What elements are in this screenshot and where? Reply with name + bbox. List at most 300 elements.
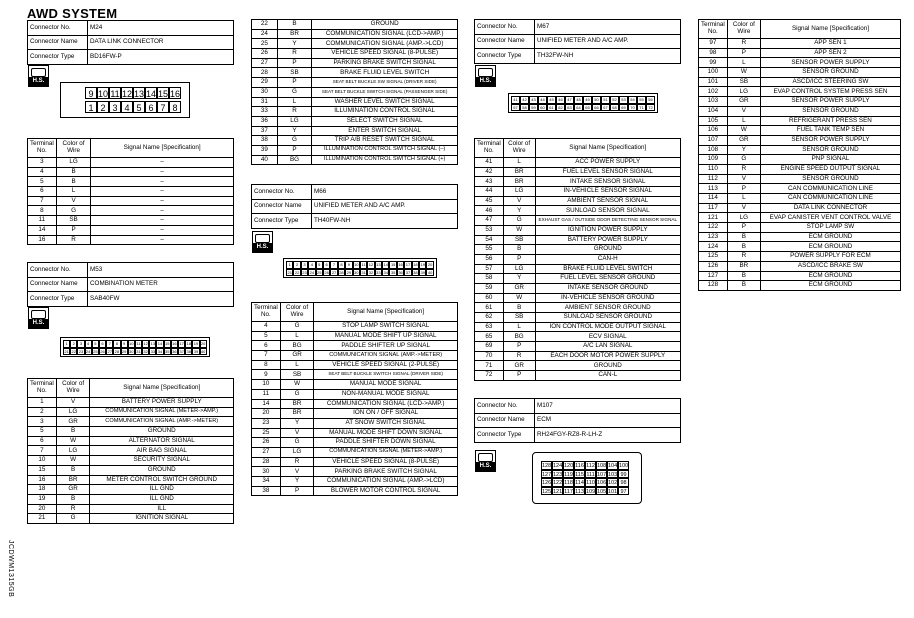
signal-name: AMBIENT SENSOR GROUND	[535, 303, 680, 313]
label: Connector Name	[28, 35, 88, 50]
signal-name: APP SEN 1	[760, 39, 900, 49]
terminal-no: 7	[28, 446, 57, 456]
table-row	[28, 158, 234, 168]
table-row	[252, 58, 458, 68]
pin-cell: 69	[619, 104, 628, 112]
pin-cell: 36	[172, 348, 177, 354]
table-row	[475, 322, 681, 332]
pin-cell: 7	[157, 101, 169, 113]
wire-color: BR	[280, 409, 314, 419]
pin-cell: 41	[511, 96, 520, 104]
pin-cell: 2	[97, 101, 109, 113]
table-row	[699, 223, 901, 233]
m66-connector-face	[283, 258, 437, 278]
pin-cell: 98	[618, 478, 629, 487]
pin-cell: 39	[420, 269, 425, 275]
signal-name: COMMUNICATION SIGNAL (METER->AMP.)	[314, 447, 458, 457]
table-row	[475, 206, 681, 216]
signal-name: BATTERY POWER SUPPLY	[535, 235, 680, 245]
terminal-no: 53	[475, 225, 504, 235]
wire-color: P	[277, 78, 312, 88]
signal-name: FUEL LEVEL SENSOR GROUND	[535, 274, 680, 284]
terminal-no: 37	[252, 126, 278, 136]
signal-name: CAN-L	[535, 371, 680, 381]
pin-cell: 5	[133, 101, 145, 113]
signal-name: ACC POWER SUPPLY	[535, 158, 680, 168]
column-header: Color of Wire	[280, 303, 314, 322]
signal-name: –	[91, 167, 234, 177]
signal-name: GROUND	[535, 361, 680, 371]
signal-name: BATTERY POWER SUPPLY	[90, 398, 234, 408]
terminal-no: 41	[475, 158, 504, 168]
table-row	[699, 106, 901, 116]
pin-cell: 1	[85, 101, 97, 113]
table-row	[475, 225, 681, 235]
pin-cell: 39	[193, 348, 199, 354]
pin-cell: 100	[619, 463, 629, 469]
label: Connector Name	[28, 277, 88, 292]
wire-color: Y	[727, 145, 760, 155]
connector-name: UNIFIED METER AND A/C AMP.	[535, 34, 681, 49]
terminal-no: 57	[475, 264, 504, 274]
table-row	[28, 235, 234, 245]
wire-color: SB	[727, 77, 760, 87]
pin-cell: 64	[574, 104, 583, 112]
terminal-no: 25	[252, 428, 281, 438]
m24-terminal-table	[27, 138, 234, 245]
terminal-no: 106	[699, 126, 728, 136]
signal-name: EVAP CANISTER VENT CONTROL VALVE	[760, 213, 900, 223]
pin-cell: 57	[511, 104, 520, 112]
pin-cell: 20	[427, 262, 433, 267]
table-row	[252, 20, 458, 30]
signal-name: AIR BAG SIGNAL	[90, 446, 234, 456]
wire-color: B	[56, 465, 90, 475]
pin-cell: 33	[376, 269, 381, 275]
terminal-no: 15	[28, 465, 57, 475]
table-row	[28, 216, 234, 226]
table-row	[252, 97, 458, 107]
wire-color: G	[727, 155, 760, 165]
terminal-no: 69	[475, 342, 504, 352]
pin-cell: 62	[556, 104, 565, 112]
terminal-no: 25	[252, 39, 278, 49]
terminal-no: 54	[475, 235, 504, 245]
wire-color: V	[280, 467, 314, 477]
wire-color: B	[56, 177, 91, 187]
table-row	[252, 447, 458, 457]
pin-cell: 38	[413, 269, 418, 275]
table-row	[28, 475, 234, 485]
pin-cell: 7	[106, 340, 113, 348]
connector-name: UNIFIED METER AND A/C AMP.	[312, 199, 458, 214]
signal-name: COMMUNICATION SIGNAL (LCD->AMP.)	[314, 399, 458, 409]
table-row	[28, 225, 234, 235]
terminal-no: 40	[252, 155, 278, 165]
wire-color: V	[56, 398, 90, 408]
wire-color: G	[277, 136, 312, 146]
pin-cell: 40	[427, 269, 433, 275]
pin-cell: 42	[520, 96, 529, 104]
pin-cell: 21	[287, 269, 292, 275]
label: Connector Name	[252, 199, 312, 214]
table-row	[699, 271, 901, 281]
m67-terminal-table	[474, 138, 681, 381]
wire-color: BR	[280, 399, 314, 409]
terminal-no: 45	[475, 196, 504, 206]
wire-color: GR	[503, 283, 535, 293]
pin-cell: 109	[586, 488, 596, 495]
pin-cell: 105	[597, 488, 607, 495]
signal-name: MANUAL MODE SHIFT UP SIGNAL	[314, 331, 458, 341]
pin-cell: 54	[628, 96, 637, 104]
pin-cell: 51	[601, 96, 610, 104]
pin-cell: 60	[538, 104, 547, 112]
connector-no: M67	[535, 20, 681, 35]
table-row	[475, 332, 681, 342]
signal-name: GROUND	[90, 465, 234, 475]
column-header: Terminal No.	[699, 20, 728, 39]
terminal-no: 20	[28, 504, 57, 514]
pin-cell: 17	[179, 341, 184, 346]
signal-name: SENSOR GROUND	[760, 106, 900, 116]
terminal-no: 43	[475, 177, 504, 187]
terminal-no: 3	[28, 417, 57, 427]
wire-color: SB	[56, 216, 91, 226]
wire-color: G	[280, 389, 314, 399]
terminal-no: 8	[252, 360, 281, 370]
terminal-no: 110	[699, 164, 728, 174]
terminal-no: 108	[699, 145, 728, 155]
table-row	[475, 342, 681, 352]
signal-name: FUEL TANK TEMP SEN	[760, 126, 900, 136]
terminal-no: 28	[252, 457, 281, 467]
terminal-no: 101	[699, 77, 728, 87]
pin-cell: 21	[64, 348, 69, 354]
pin-cell: 24	[309, 269, 315, 275]
terminal-no: 36	[252, 116, 278, 126]
m53-connector-face	[60, 337, 210, 357]
terminal-no: 127	[699, 271, 728, 281]
terminal-no: 4	[28, 167, 57, 177]
table-row	[28, 485, 234, 495]
wire-color: GR	[727, 97, 760, 107]
signal-name: COMMUNICATION SIGNAL (LCD->AMP.)	[312, 29, 458, 39]
signal-name: –	[91, 206, 234, 216]
terminal-no: 46	[475, 206, 504, 216]
pin-cell: 20	[200, 341, 206, 346]
pin-cell: 70	[628, 104, 637, 112]
pin-cell: 3	[109, 101, 121, 113]
signal-name: TRIP A/B RESET SWITCH SIGNAL	[312, 136, 458, 146]
wire-color: B	[503, 303, 535, 313]
wire-color: V	[56, 196, 91, 206]
table-row	[699, 242, 901, 252]
wire-color: Y	[280, 477, 314, 487]
wire-color: BR	[503, 177, 535, 187]
wire-color: B	[56, 167, 91, 177]
pin-cell: 47	[565, 96, 574, 104]
terminal-no: 22	[252, 20, 278, 30]
terminal-no: 6	[28, 187, 57, 197]
pin-cell: 29	[121, 348, 127, 354]
m53-terminal-table	[27, 378, 234, 524]
table-row	[475, 274, 681, 284]
wire-color: G	[277, 87, 312, 97]
wire-color: L	[280, 360, 314, 370]
wire-color: LG	[56, 158, 91, 168]
pin-cell: 26	[324, 269, 329, 275]
terminal-no: 28	[252, 68, 278, 78]
terminal-no: 124	[699, 242, 728, 252]
terminal-no: 103	[699, 97, 728, 107]
terminal-no: 125	[699, 252, 728, 262]
terminal-no: 109	[699, 155, 728, 165]
terminal-no: 27	[252, 58, 278, 68]
wire-color: W	[56, 456, 90, 466]
wire-color: LG	[503, 264, 535, 274]
terminal-no: 14	[252, 399, 281, 409]
table-row	[699, 203, 901, 213]
pin-cell: 103	[608, 471, 618, 478]
pin-cell: 34	[383, 269, 388, 275]
table-row	[252, 49, 458, 59]
column-header: Terminal No.	[28, 379, 57, 398]
wire-color: V	[280, 428, 314, 438]
label: Connector No.	[28, 21, 88, 36]
table-row	[252, 477, 458, 487]
table-row	[699, 145, 901, 155]
wire-color: Y	[503, 274, 535, 284]
terminal-no: 8	[28, 206, 57, 216]
pin-cell: 48	[574, 96, 583, 104]
pin-cell: 3	[301, 261, 308, 269]
terminal-no: 7	[28, 196, 57, 206]
connector-name: COMBINATION METER	[88, 277, 234, 292]
table-row	[699, 155, 901, 165]
table-row	[252, 39, 458, 49]
pin-cell: 1	[286, 261, 293, 269]
signal-name: SELECT SWITCH SIGNAL	[312, 116, 458, 126]
diagram-code: JCDWM1315GB	[7, 540, 14, 598]
signal-name: ENGINE SPEED OUTPUT SIGNAL	[760, 164, 900, 174]
pin-cell: 115	[575, 471, 584, 478]
terminal-no: 71	[475, 361, 504, 371]
pin-cell: 106	[597, 480, 607, 486]
pin-cell: 12	[122, 89, 133, 99]
pin-cell: 58	[520, 104, 529, 112]
pin-cell: 101	[608, 488, 618, 495]
table-row	[699, 184, 901, 194]
pin-cell: 24	[85, 348, 91, 354]
table-row	[475, 235, 681, 245]
wire-color: SB	[503, 235, 535, 245]
pin-cell: 16	[172, 341, 177, 346]
connector-no: M53	[88, 263, 234, 278]
terminal-no: 63	[475, 322, 504, 332]
terminal-no: 4	[252, 322, 281, 332]
pin-cell: 5	[316, 261, 323, 269]
table-row	[28, 417, 234, 427]
wire-color: BR	[56, 475, 90, 485]
table-row	[28, 187, 234, 197]
wire-color: R	[503, 351, 535, 361]
harness-side-icon: H.S.	[28, 65, 49, 87]
label: Connector Type	[475, 428, 535, 443]
harness-side-icon: H.S.	[252, 231, 273, 253]
table-row	[252, 409, 458, 419]
terminal-no: 55	[475, 245, 504, 255]
terminal-no: 14	[28, 225, 57, 235]
table-row	[475, 167, 681, 177]
terminal-no: 123	[699, 232, 728, 242]
pin-cell: 123	[553, 471, 563, 478]
signal-name: SENSOR POWER SUPPLY	[760, 135, 900, 145]
m66-terminal-table	[251, 302, 458, 496]
pin-cell: 3	[77, 340, 84, 348]
pin-cell: 6	[99, 340, 106, 348]
table-row	[252, 136, 458, 146]
terminal-no: 39	[252, 145, 278, 155]
table-row	[28, 494, 234, 504]
connector-no: M24	[88, 21, 234, 36]
wire-color: B	[277, 20, 312, 30]
table-row	[252, 126, 458, 136]
pin-cell: 102	[608, 480, 618, 486]
signal-name: WASHER LEVEL SWITCH SIGNAL	[312, 97, 458, 107]
table-row	[28, 177, 234, 187]
terminal-no: 23	[252, 418, 281, 428]
table-row	[699, 252, 901, 262]
wire-color: B	[727, 232, 760, 242]
terminal-no: 126	[699, 261, 728, 271]
pin-cell: 107	[597, 471, 607, 478]
wire-color: W	[503, 293, 535, 303]
pin-cell: 8	[169, 101, 181, 113]
signal-name: GROUND	[90, 427, 234, 437]
pin-cell: 44	[538, 96, 547, 104]
table-row	[475, 313, 681, 323]
pin-cell: 27	[331, 269, 337, 275]
wire-color: B	[503, 245, 535, 255]
table-row	[252, 341, 458, 351]
signal-name: COMMUNICATION SIGNAL (AMP.->LCD)	[314, 477, 458, 487]
wire-color: BG	[280, 341, 314, 351]
pin-cell: 37	[405, 269, 411, 275]
pin-cell: 10	[98, 89, 109, 99]
table-row	[252, 145, 458, 155]
table-row	[699, 48, 901, 58]
signal-name: FUEL LEVEL SENSOR SIGNAL	[535, 167, 680, 177]
terminal-no: 100	[699, 68, 728, 78]
terminal-no: 61	[475, 303, 504, 313]
signal-name: –	[91, 225, 234, 235]
terminal-no: 21	[28, 514, 57, 524]
signal-name: IN-VEHICLE SENSOR GROUND	[535, 293, 680, 303]
signal-name: ALTERNATOR SIGNAL	[90, 436, 234, 446]
pin-cell: 59	[529, 104, 538, 112]
table-row	[699, 213, 901, 223]
table-row	[252, 322, 458, 332]
table-row	[475, 245, 681, 255]
table-row	[475, 216, 681, 226]
signal-name: ILL GND	[90, 485, 234, 495]
terminal-no: 3	[28, 158, 57, 168]
table-row	[699, 232, 901, 242]
terminal-no: 42	[475, 167, 504, 177]
connector-type: TH40FW-NH	[312, 214, 458, 229]
wire-color: W	[56, 436, 90, 446]
wire-color: W	[727, 126, 760, 136]
signal-name: METER CONTROL SWITCH GROUND	[90, 475, 234, 485]
table-row	[28, 514, 234, 524]
wire-color: P	[727, 48, 760, 58]
signal-name: INTAKE SENSOR GROUND	[535, 283, 680, 293]
pin-cell: 71	[637, 104, 646, 112]
wire-color: LG	[56, 407, 90, 417]
signal-name: VEHICLE SPEED SIGNAL (8-PULSE)	[314, 457, 458, 467]
signal-name: –	[91, 235, 234, 245]
pin-cell: 121	[553, 488, 563, 495]
table-row	[252, 87, 458, 97]
signal-name: SECURITY SIGNAL	[90, 456, 234, 466]
label: Connector Type	[475, 49, 535, 64]
wire-color: W	[503, 225, 535, 235]
label: Connector No.	[28, 263, 88, 278]
label: Connector Type	[28, 292, 88, 307]
wire-color: GR	[503, 361, 535, 371]
terminal-no: 107	[699, 135, 728, 145]
terminal-no: 2	[28, 407, 57, 417]
signal-name: PNP SIGNAL	[760, 155, 900, 165]
signal-name: –	[91, 158, 234, 168]
signal-name: COMMUNICATION SIGNAL (AMP.->METER)	[314, 351, 458, 361]
column-header: Signal Name [Specification]	[760, 20, 900, 39]
signal-name: A/C LAN SIGNAL	[535, 342, 680, 352]
table-row	[699, 194, 901, 204]
terminal-no: 60	[475, 293, 504, 303]
wire-color: LG	[503, 187, 535, 197]
pin-cell: 35	[164, 348, 170, 354]
pin-cell: 37	[179, 348, 184, 354]
signal-name: INTAKE SENSOR SIGNAL	[535, 177, 680, 187]
harness-side-icon: H.S.	[475, 65, 496, 87]
harness-side-icon: H.S.	[475, 450, 496, 472]
table-row	[699, 126, 901, 136]
pin-cell: 29	[346, 269, 352, 275]
pin-cell: 36	[398, 269, 403, 275]
table-row	[252, 107, 458, 117]
signal-name: ILLUMINATION CONTROL SWITCH SIGNAL (+)	[312, 155, 458, 165]
signal-name: EACH DOOR MOTOR POWER SUPPLY	[535, 351, 680, 361]
signal-name: SEAT BELT BUCKLE SW SIGNAL (DRIVER SIDE)	[312, 78, 458, 88]
signal-name: AMBIENT SENSOR SIGNAL	[535, 196, 680, 206]
signal-name: BRAKE FLUID LEVEL SWITCH	[312, 68, 458, 78]
connector-name: DATA LINK CONNECTOR	[88, 35, 234, 50]
wire-color: R	[727, 252, 760, 262]
wire-color: L	[727, 58, 760, 68]
wire-color: B	[727, 281, 760, 291]
m107-terminal-table	[698, 19, 901, 291]
table-row	[252, 418, 458, 428]
pin-cell: 40	[200, 348, 206, 354]
signal-name: ILL GND	[90, 494, 234, 504]
signal-name: POWER SUPPLY FOR ECM	[760, 252, 900, 262]
label: Connector No.	[475, 399, 535, 414]
terminal-no: 10	[28, 456, 57, 466]
column-header: Color of Wire	[503, 139, 535, 158]
wire-color: V	[727, 203, 760, 213]
